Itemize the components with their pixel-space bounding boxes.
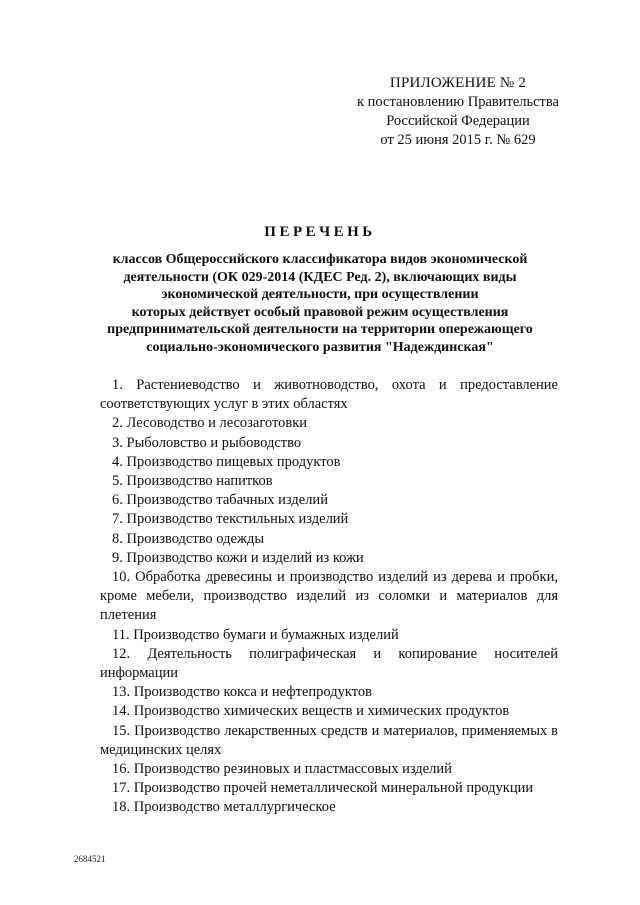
list-item: 3. Рыболовство и рыбоводство	[112, 434, 302, 451]
appendix-line-3: от 25 июня 2015 г. № 629	[380, 132, 536, 148]
document-code: 2684521	[74, 854, 106, 864]
list-item: 14. Производство химических веществ и химических продуктов	[112, 703, 510, 720]
appendix-title: ПРИЛОЖЕНИЕ № 2	[389, 75, 527, 91]
list-item: 4. Производство пищевых продуктов	[112, 453, 341, 470]
subtitle-line: которых действует особый правовой режим осуществления	[131, 304, 509, 320]
list-item: 11. Производство бумаги и бумажных изделий	[112, 626, 399, 643]
list-item: 16. Производство резиновых и пластмассовых изделий	[112, 761, 452, 778]
list-item: 17. Производство прочей неметаллической минеральной продукции	[112, 780, 534, 797]
list-item: 13. Производство кокса и нефтепродуктов	[112, 684, 372, 701]
list-item: 2. Лесоводство и лесозаготовки	[112, 415, 308, 432]
list-item: 10. Обработка древесины и производство изделий из дерева и пробки, кроме мебели, производство изделий из соломки и материалов для плетения	[100, 569, 558, 624]
subtitle-line: деятельности (ОК 029-2014 (КДЕС Ред. 2), включающих виды	[123, 269, 517, 285]
list-item: 1. Растениеводство и животноводство, охота и предоставление соответствующих услуг в этих областях	[100, 377, 558, 413]
appendix-line-2: Российской Федерации	[386, 113, 530, 129]
appendix-line-1: к постановлению Правительства	[357, 94, 559, 110]
subtitle-line: экономической деятельности, при осуществлении	[161, 287, 479, 302]
classes-list	[100, 376, 558, 818]
document-subtitle	[60, 251, 580, 356]
list-item: 18. Производство металлургическое	[112, 799, 336, 816]
list-item: 8. Производство одежды	[112, 530, 265, 547]
list-item: 9. Производство кожи и изделий из кожи	[112, 549, 364, 566]
list-item: 12. Деятельность полиграфическая и копирование носителей информации	[100, 645, 558, 682]
appendix-block	[318, 74, 598, 150]
subtitle-line: классов Общероссийского классификатора видов экономической	[112, 252, 528, 267]
list-item: 5. Производство напитков	[112, 473, 273, 490]
list-item: 15. Производство лекарственных средств и материалов, применяемых в медицинских целях	[100, 722, 558, 758]
subtitle-line: предпринимательской деятельности на территории опережающего	[107, 322, 533, 337]
list-item: 6. Производство табачных изделий	[112, 492, 328, 509]
subtitle-line: социально-экономического развития "Надеждинская"	[146, 339, 494, 355]
document-heading: ПЕРЕЧЕНЬ	[264, 224, 376, 240]
list-item: 7. Производство текстильных изделий	[112, 511, 349, 528]
